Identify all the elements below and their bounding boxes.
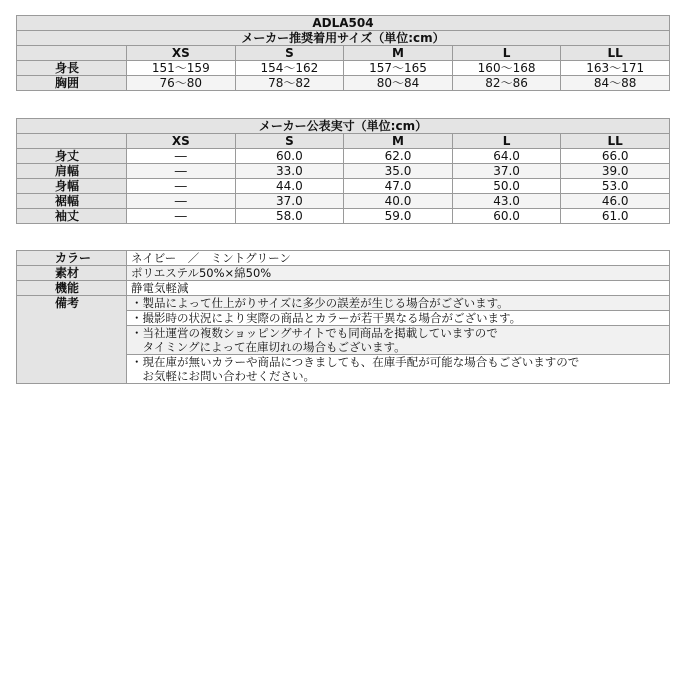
note-item: ・撮影時の状況により実際の商品とカラーが若干異なる場合がございます。 [127, 311, 670, 326]
table-row [17, 266, 670, 281]
cell-value: ― [127, 194, 236, 209]
table-row [17, 164, 670, 179]
table-row [17, 251, 670, 266]
table-row [17, 209, 670, 224]
cell-value: 163～171 [561, 61, 670, 76]
cell-value: 53.0 [561, 179, 670, 194]
row-label-height: 身長 [17, 61, 127, 76]
table-row [17, 296, 670, 311]
function-label: 機能 [17, 281, 127, 296]
product-info-table [16, 250, 670, 384]
color-label: カラー [17, 251, 127, 266]
note-line: タイミングによって在庫切れの場合もございます。 [131, 340, 406, 354]
cell-value: 84～88 [561, 76, 670, 91]
cell-value: 50.0 [452, 179, 561, 194]
recommended-size-title: メーカー推奨着用サイズ（単位:cm） [17, 31, 670, 46]
cell-value: 78～82 [235, 76, 344, 91]
note-item [127, 355, 670, 384]
material-value: ポリエステル50%×綿50% [127, 266, 670, 281]
table-row [17, 149, 670, 164]
cell-value: 37.0 [452, 164, 561, 179]
size-header-s: S [235, 134, 344, 149]
cell-value: 82～86 [452, 76, 561, 91]
note-item: ・製品によって仕上がりサイズに多少の誤差が生じる場合がございます。 [127, 296, 670, 311]
cell-value: 160～168 [452, 61, 561, 76]
size-header-l: L [452, 46, 561, 61]
model-number: ADLA504 [17, 16, 670, 31]
size-header-xs: XS [127, 134, 236, 149]
row-label-chest: 胸囲 [17, 76, 127, 91]
row-label-sleeve: 袖丈 [17, 209, 127, 224]
color-value: ネイビー ／ ミントグリーン [127, 251, 670, 266]
row-label-length: 身丈 [17, 149, 127, 164]
row-label-width: 身幅 [17, 179, 127, 194]
cell-value: 44.0 [235, 179, 344, 194]
size-header-xs: XS [127, 46, 236, 61]
cell-value: 59.0 [344, 209, 453, 224]
notes-label: 備考 [17, 296, 127, 384]
cell-value: 33.0 [235, 164, 344, 179]
cell-value: 151～159 [127, 61, 236, 76]
row-label-hem: 裾幅 [17, 194, 127, 209]
cell-value: 154～162 [235, 61, 344, 76]
table-row [17, 61, 670, 76]
material-label: 素材 [17, 266, 127, 281]
note-item [127, 326, 670, 355]
cell-value: 58.0 [235, 209, 344, 224]
note-line: お気軽にお問い合わせください。 [131, 369, 315, 383]
table-row [17, 281, 670, 296]
row-label-shoulder: 肩幅 [17, 164, 127, 179]
cell-value: 46.0 [561, 194, 670, 209]
cell-value: 39.0 [561, 164, 670, 179]
note-line: ・現在庫が無いカラーや商品につきましても、在庫手配が可能な場合もございますので [131, 355, 580, 369]
size-header-m: M [344, 134, 453, 149]
actual-size-title: メーカー公表実寸（単位:cm） [17, 119, 670, 134]
cell-value: 157～165 [344, 61, 453, 76]
cell-value: ― [127, 179, 236, 194]
cell-value: 37.0 [235, 194, 344, 209]
cell-value: 66.0 [561, 149, 670, 164]
cell-value: 64.0 [452, 149, 561, 164]
size-header-s: S [235, 46, 344, 61]
table-row [17, 76, 670, 91]
cell-value: 60.0 [235, 149, 344, 164]
table-row [17, 179, 670, 194]
corner-cell [17, 46, 127, 61]
table-row [17, 194, 670, 209]
function-value: 静電気軽減 [127, 281, 670, 296]
cell-value: 40.0 [344, 194, 453, 209]
cell-value: 61.0 [561, 209, 670, 224]
note-line: ・当社運営の複数ショッピングサイトでも同商品を掲載していますので [131, 326, 498, 340]
actual-size-table [16, 118, 670, 224]
cell-value: 80～84 [344, 76, 453, 91]
cell-value: 43.0 [452, 194, 561, 209]
cell-value: 47.0 [344, 179, 453, 194]
cell-value: 60.0 [452, 209, 561, 224]
cell-value: ― [127, 149, 236, 164]
cell-value: 76～80 [127, 76, 236, 91]
corner-cell [17, 134, 127, 149]
size-header-l: L [452, 134, 561, 149]
cell-value: 62.0 [344, 149, 453, 164]
size-header-ll: LL [561, 46, 670, 61]
size-header-ll: LL [561, 134, 670, 149]
recommended-size-table [16, 15, 670, 91]
cell-value: ― [127, 164, 236, 179]
size-header-m: M [344, 46, 453, 61]
cell-value: ― [127, 209, 236, 224]
cell-value: 35.0 [344, 164, 453, 179]
